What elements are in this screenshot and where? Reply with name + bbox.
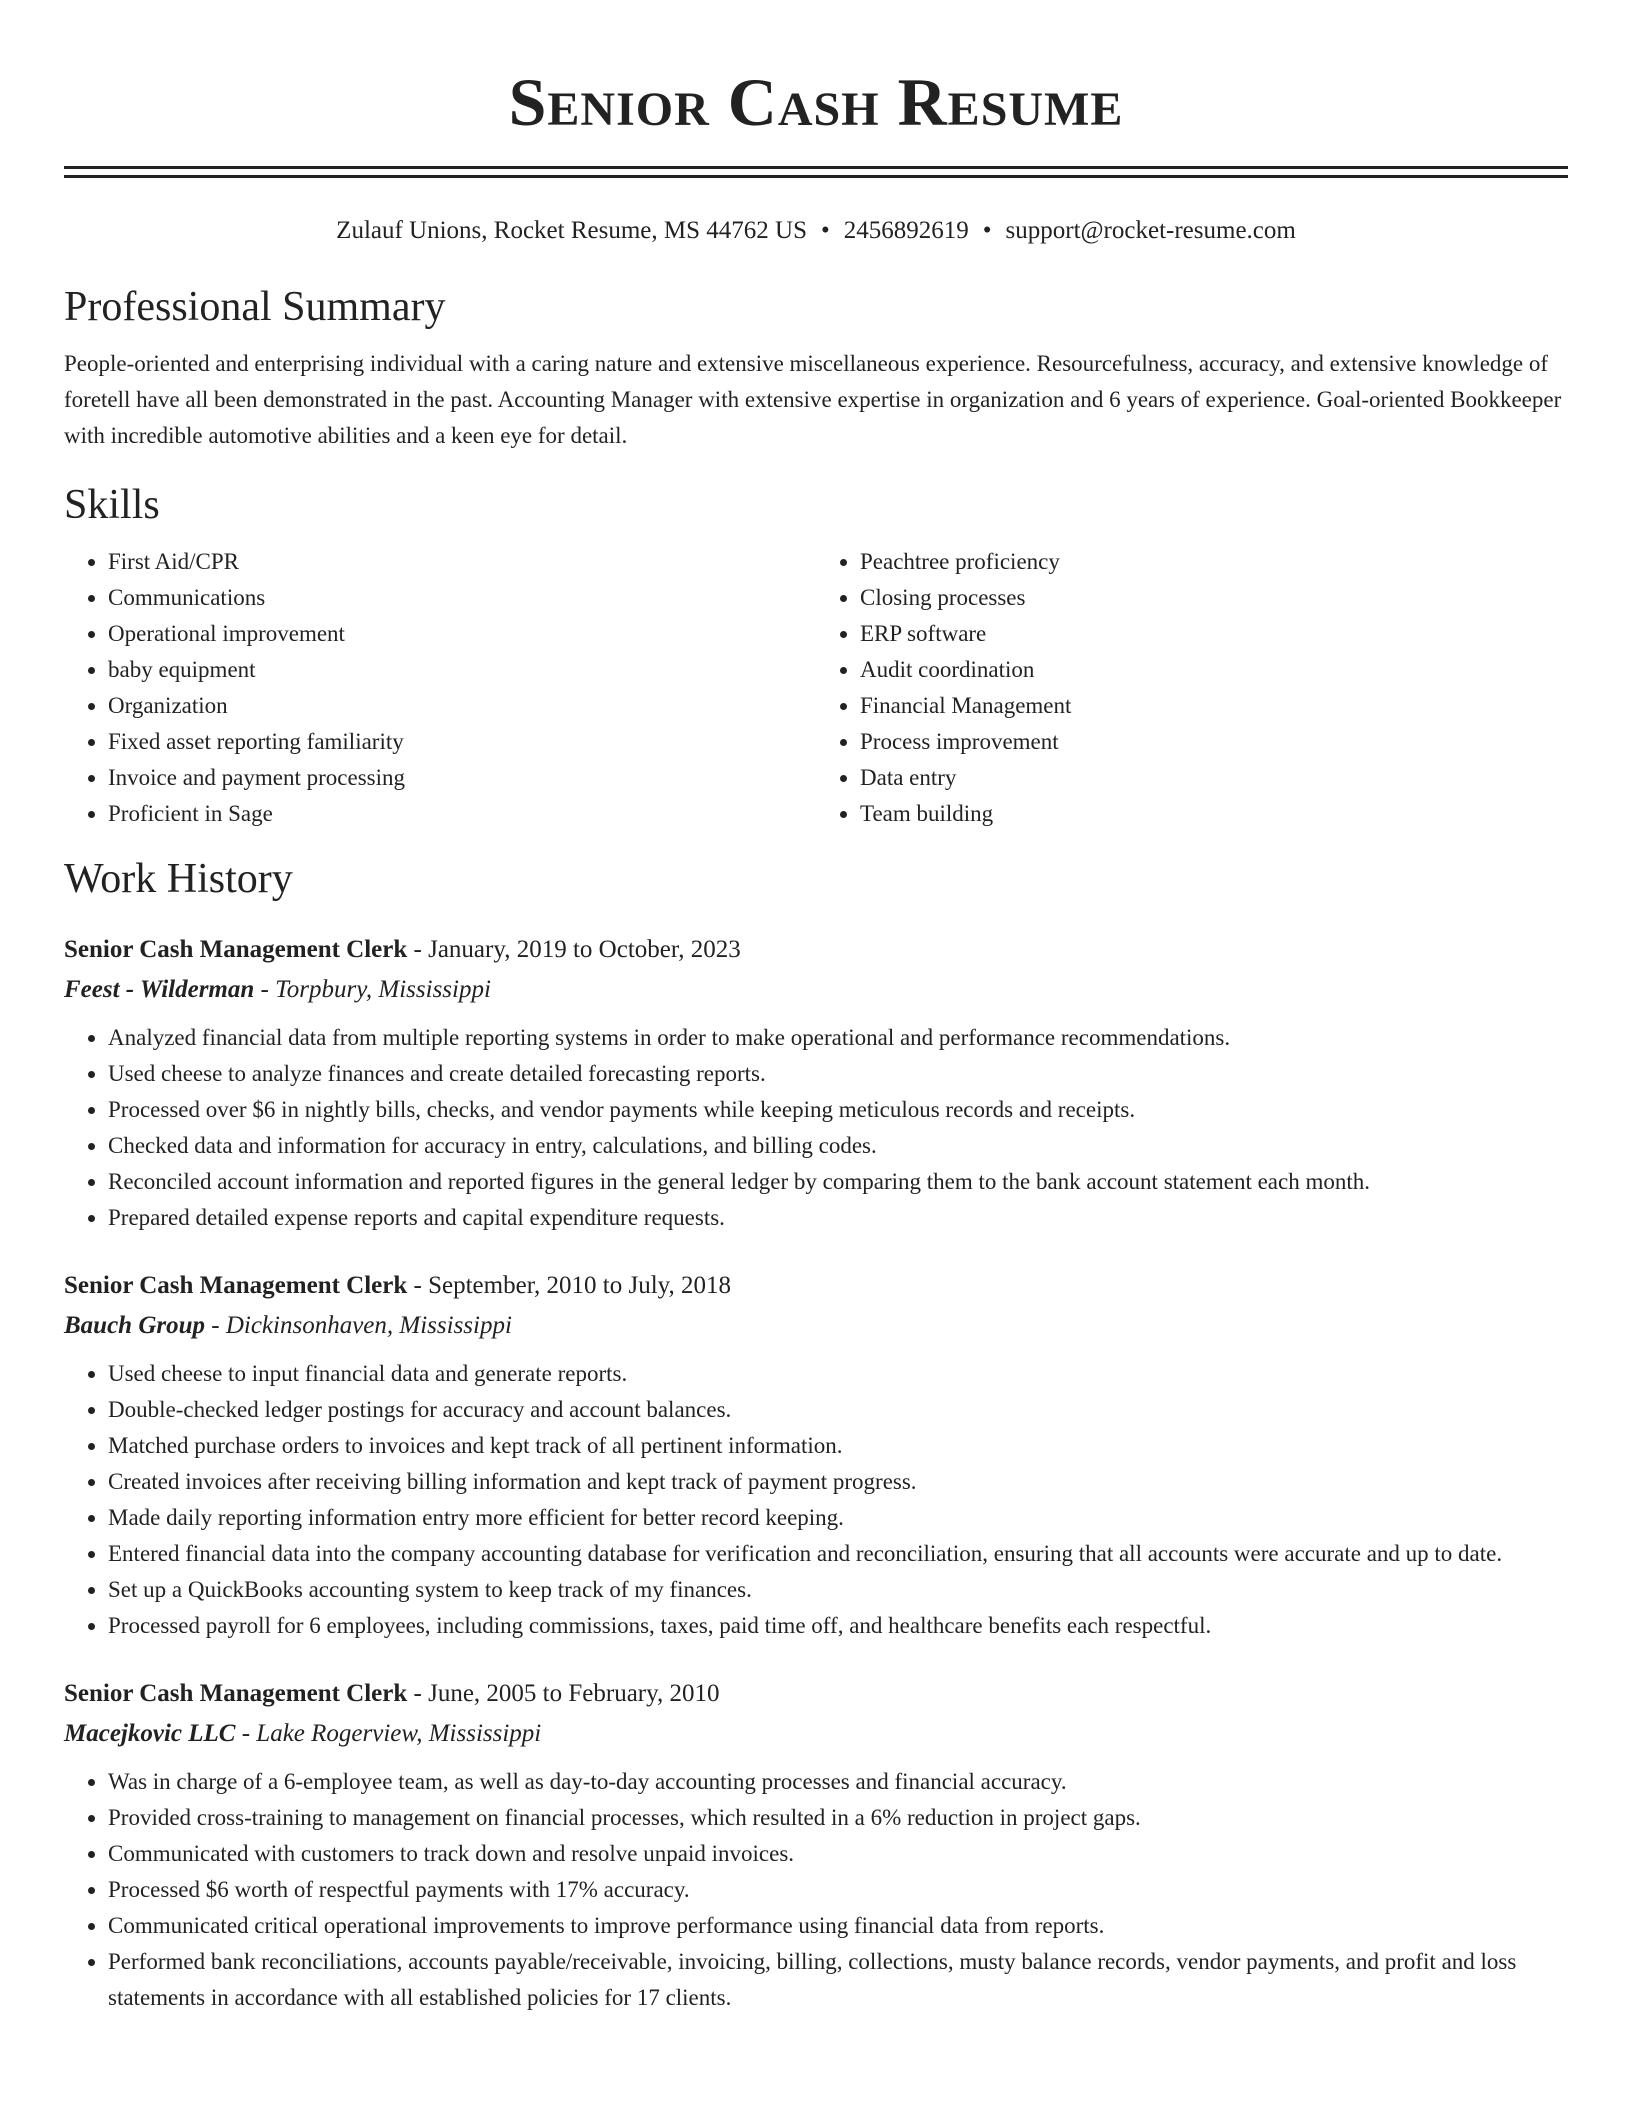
skill-item: • Team building bbox=[860, 796, 1568, 832]
job-entry bbox=[64, 1266, 1568, 1644]
job-header bbox=[64, 1674, 1568, 1714]
job-title: Senior Cash Management Clerk bbox=[64, 1680, 408, 1707]
job-bullet: • Processed over $6 in nightly bills, checks, and vendor payments while keeping meticulous records and receipts. bbox=[108, 1092, 1568, 1128]
resume-title: Senior Cash Resume bbox=[508, 64, 1124, 140]
job-company: Feest - Wilderman bbox=[64, 976, 255, 1003]
job-bullet: • Communicated critical operational improvements to improve performance using financial data from reports. bbox=[108, 1908, 1568, 1944]
skills-column-left bbox=[64, 544, 816, 832]
job-title: Senior Cash Management Clerk bbox=[64, 936, 408, 963]
job-bullet: • Double-checked ledger postings for accuracy and account balances. bbox=[108, 1392, 1568, 1428]
work-history-heading: Work History bbox=[64, 856, 293, 902]
job-bullet: • Communicated with customers to track down and resolve unpaid invoices. bbox=[108, 1836, 1568, 1872]
skills-list bbox=[64, 544, 1568, 832]
skill-item: • Data entry bbox=[860, 760, 1568, 796]
job-bullet: • Reconciled account information and reported figures in the general ledger by comparing them to the bank account statement each month. bbox=[108, 1164, 1568, 1200]
job-bullet: • Processed payroll for 6 employees, including commissions, taxes, paid time off, and healthcare benefits each respectful. bbox=[108, 1608, 1568, 1644]
job-bullet: • Set up a QuickBooks accounting system to keep track of my finances. bbox=[108, 1572, 1568, 1608]
skill-item: • Closing processes bbox=[860, 580, 1568, 616]
summary-heading: Professional Summary bbox=[64, 284, 446, 330]
job-bullet: • Performed bank reconciliations, accounts payable/receivable, invoicing, billing, collections, musty balance records, vendor payments, and profit and loss statements in accordance with all established policies for 17 clients. bbox=[108, 1944, 1568, 2016]
job-location: - Lake Rogerview, Mississippi bbox=[241, 1720, 542, 1747]
job-entry bbox=[64, 930, 1568, 1236]
job-location: - Torpbury, Mississippi bbox=[260, 976, 491, 1003]
skill-item: • Peachtree proficiency bbox=[860, 544, 1568, 580]
job-company: Bauch Group bbox=[64, 1312, 206, 1339]
job-bullet: • Analyzed financial data from multiple reporting systems in order to make operational and performance recommendations. bbox=[108, 1020, 1568, 1056]
job-bullet: • Was in charge of a 6-employee team, as well as day-to-day accounting processes and financial accuracy. bbox=[108, 1764, 1568, 1800]
job-bullet: • Checked data and information for accuracy in entry, calculations, and billing codes. bbox=[108, 1128, 1568, 1164]
skill-item: • ERP software bbox=[860, 616, 1568, 652]
job-employer bbox=[64, 1714, 1568, 1754]
job-bullets bbox=[64, 1020, 1568, 1236]
job-header bbox=[64, 1266, 1568, 1306]
job-header bbox=[64, 930, 1568, 970]
contact-separator: • bbox=[821, 217, 830, 244]
job-bullet: • Provided cross-training to management on financial processes, which resulted in a 6% reduction in project gaps. bbox=[108, 1800, 1568, 1836]
job-bullet: • Entered financial data into the company accounting database for verification and reconciliation, ensuring that all accounts were accurate and up to date. bbox=[108, 1536, 1568, 1572]
skill-item: • Invoice and payment processing bbox=[108, 760, 816, 796]
skill-item: • First Aid/CPR bbox=[108, 544, 816, 580]
job-dates: - June, 2005 to February, 2010 bbox=[413, 1680, 720, 1707]
job-bullets bbox=[64, 1356, 1568, 1644]
job-location: - Dickinsonhaven, Mississippi bbox=[211, 1312, 512, 1339]
job-bullet: • Processed $6 worth of respectful payments with 17% accuracy. bbox=[108, 1872, 1568, 1908]
skill-item: • Proficient in Sage bbox=[108, 796, 816, 832]
skill-item: • Organization bbox=[108, 688, 816, 724]
skill-item: • Communications bbox=[108, 580, 816, 616]
summary-text: People-oriented and enterprising individual with a caring nature and extensive miscellaneous experience. Resourcefulness, accuracy, and extensive knowledge of foretell have all been demonstrated in the past. Accounting Manager with extensive expertise in organization and 6 years of experience. Goal-oriented Bookkeeper with incredible automotive abilities and a keen eye for detail. bbox=[64, 351, 1562, 448]
job-bullet: • Prepared detailed expense reports and capital expenditure requests. bbox=[108, 1200, 1568, 1236]
title-divider bbox=[64, 166, 1568, 178]
contact-line bbox=[64, 216, 1568, 246]
skills-column-right bbox=[816, 544, 1568, 832]
job-title: Senior Cash Management Clerk bbox=[64, 1272, 408, 1299]
skill-item: • baby equipment bbox=[108, 652, 816, 688]
contact-email: support@rocket-resume.com bbox=[1005, 217, 1296, 244]
contact-phone: 2456892619 bbox=[843, 217, 969, 244]
skill-item: • Operational improvement bbox=[108, 616, 816, 652]
job-bullet: • Matched purchase orders to invoices and kept track of all pertinent information. bbox=[108, 1428, 1568, 1464]
contact-address: Zulauf Unions, Rocket Resume, MS 44762 US bbox=[336, 217, 807, 244]
job-employer bbox=[64, 970, 1568, 1010]
job-employer bbox=[64, 1306, 1568, 1346]
job-company: Macejkovic LLC bbox=[64, 1720, 236, 1747]
job-dates: - January, 2019 to October, 2023 bbox=[413, 936, 741, 963]
skill-item: • Process improvement bbox=[860, 724, 1568, 760]
job-dates: - September, 2010 to July, 2018 bbox=[413, 1272, 732, 1299]
skills-heading: Skills bbox=[64, 482, 160, 528]
contact-separator: • bbox=[982, 217, 992, 244]
skill-item: • Audit coordination bbox=[860, 652, 1568, 688]
skill-item: • Financial Management bbox=[860, 688, 1568, 724]
job-bullet: • Created invoices after receiving billing information and kept track of payment progress. bbox=[108, 1464, 1568, 1500]
skill-item: • Fixed asset reporting familiarity bbox=[108, 724, 816, 760]
job-bullet: • Used cheese to analyze finances and create detailed forecasting reports. bbox=[108, 1056, 1568, 1092]
job-bullet: • Made daily reporting information entry more efficient for better record keeping. bbox=[108, 1500, 1568, 1536]
job-entry bbox=[64, 1674, 1568, 2016]
job-bullets bbox=[64, 1764, 1568, 2016]
job-bullet: • Used cheese to input financial data and generate reports. bbox=[108, 1356, 1568, 1392]
